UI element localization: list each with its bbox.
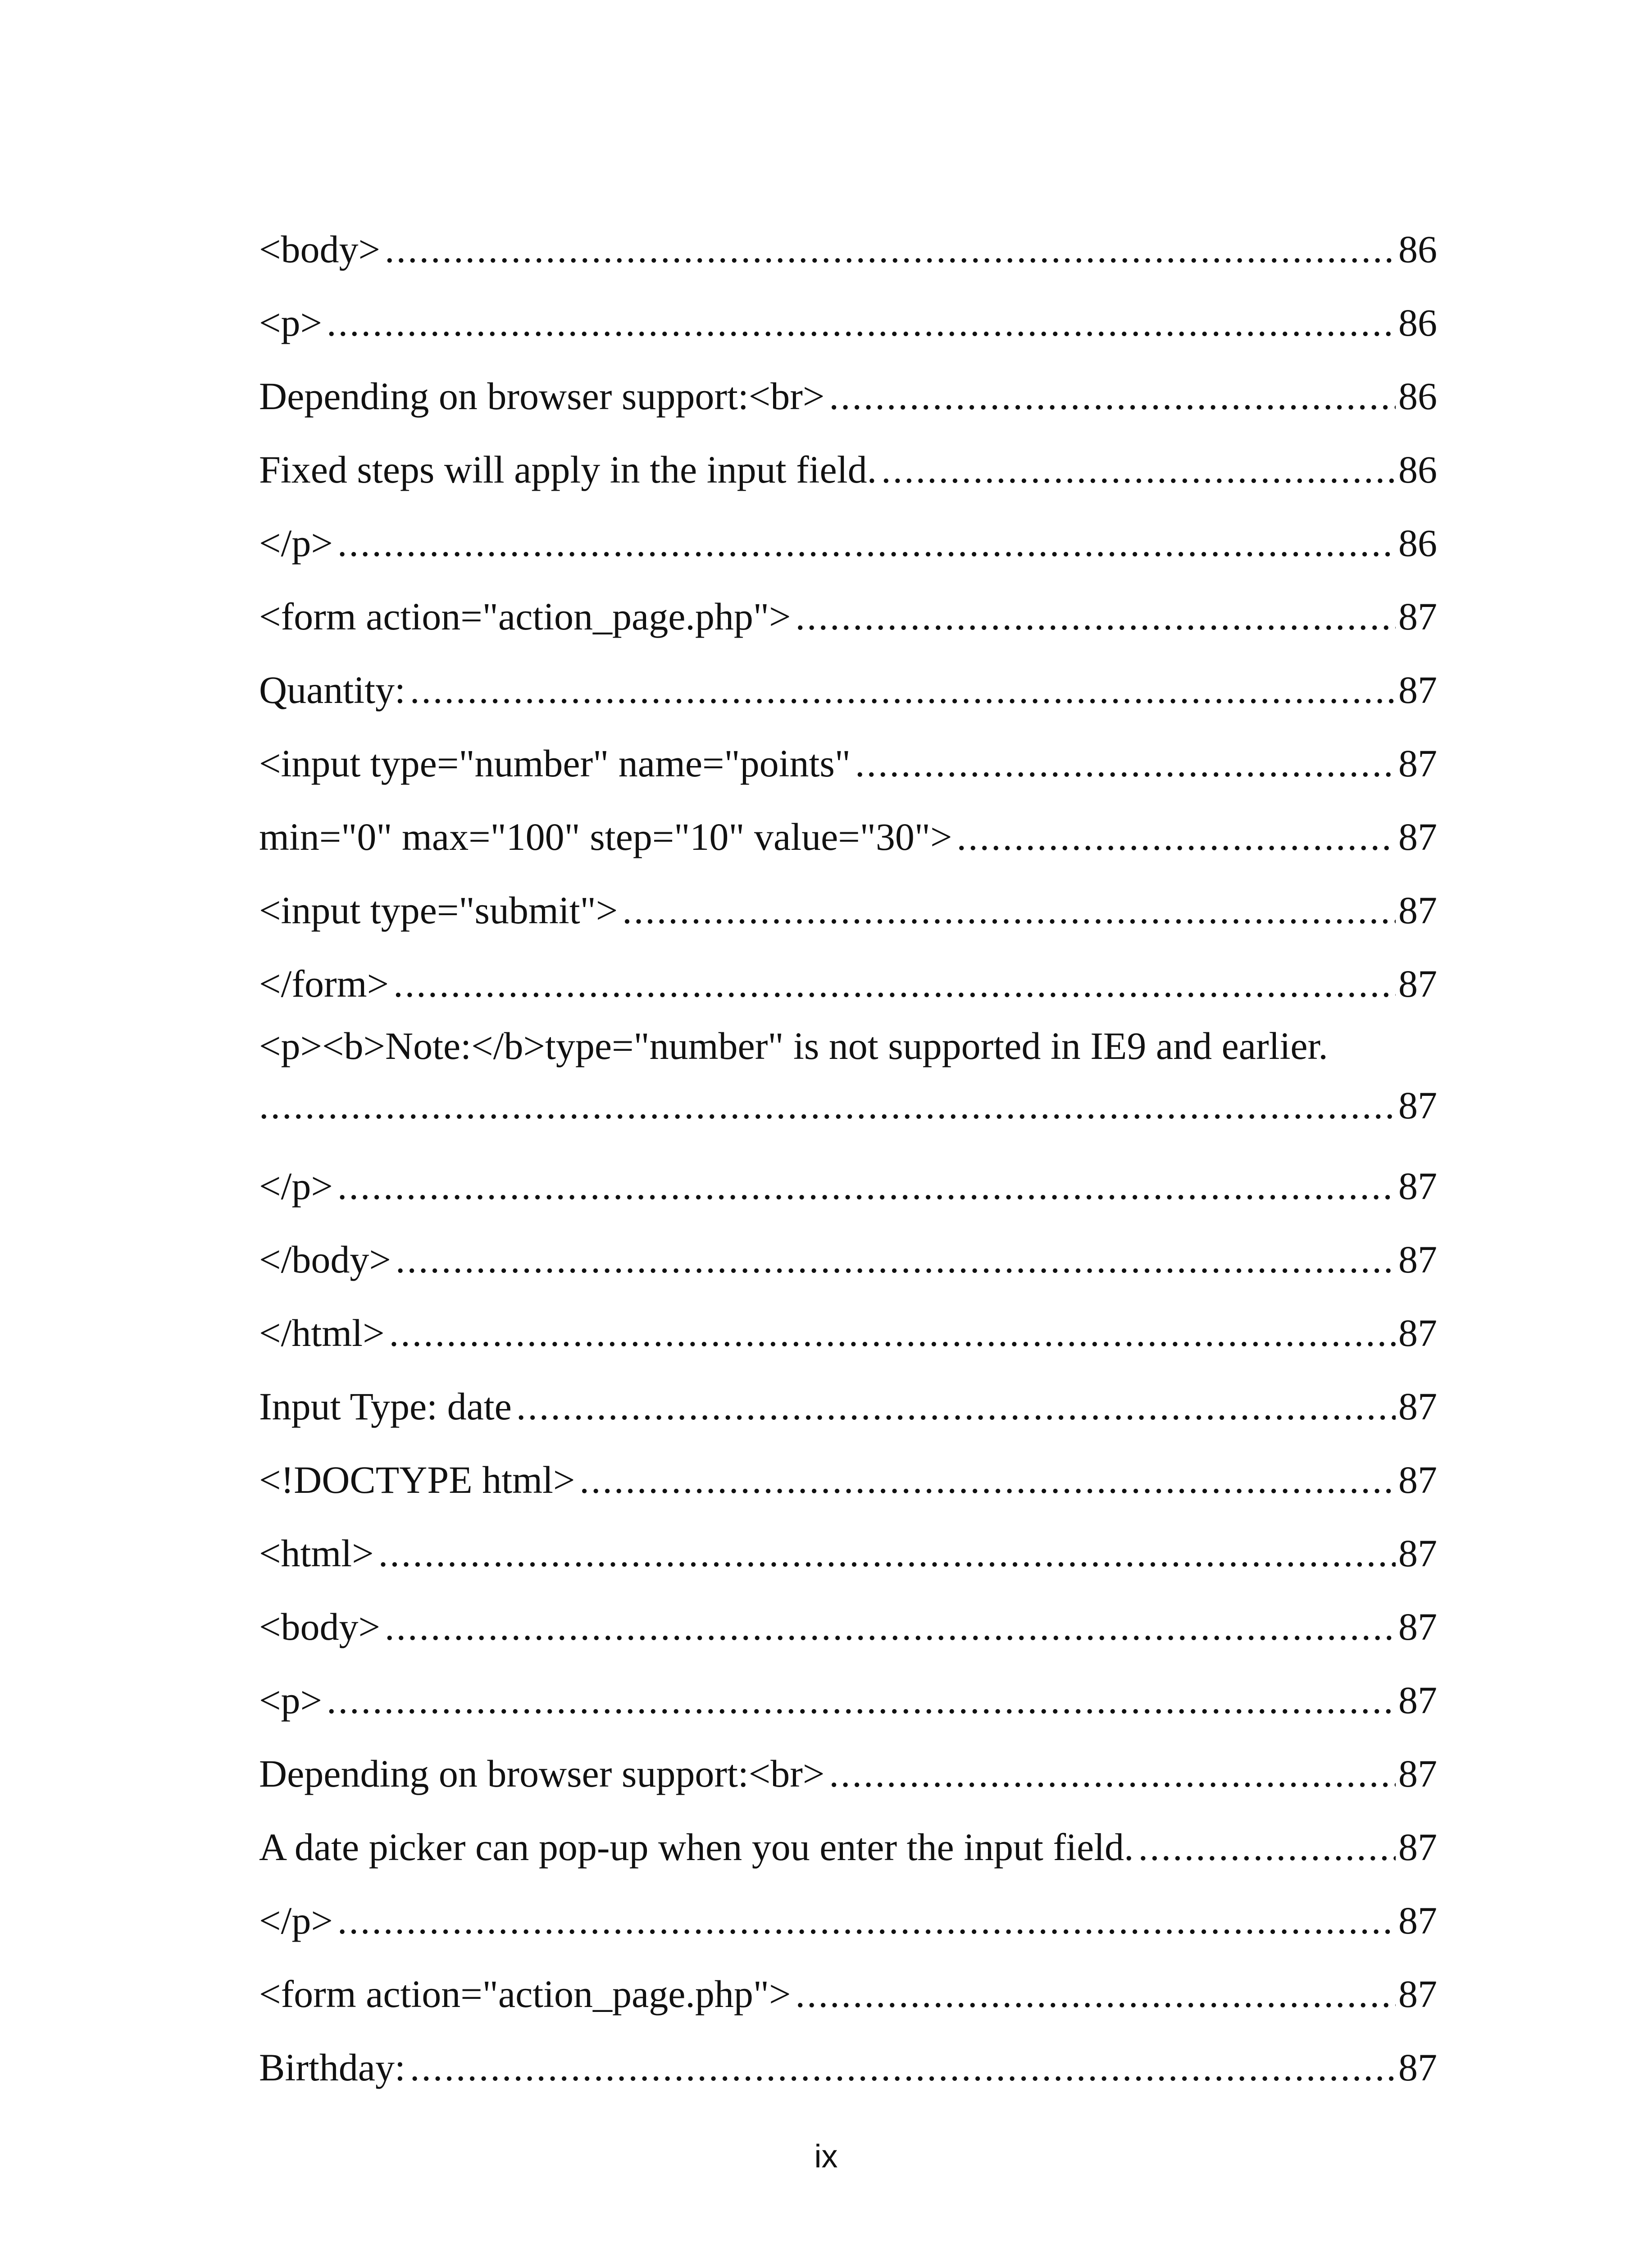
- toc-entry[interactable]: [259, 866, 1437, 940]
- toc-leader-dots: [327, 1681, 1396, 1719]
- toc-page-number: 87: [1398, 1678, 1437, 1722]
- toc-entry-text: </body>: [259, 1238, 391, 1281]
- toc-entry-text: <p>: [259, 301, 323, 344]
- toc-entry-text: min="0" max="100" step="10" value="30">: [259, 815, 952, 858]
- toc-leader-dots: [795, 597, 1396, 636]
- toc-entry-text: </p>: [259, 1899, 333, 1942]
- toc-entry[interactable]: [259, 646, 1437, 719]
- toc-leader-dots: [956, 817, 1396, 856]
- toc-leader-dots: [410, 670, 1396, 709]
- toc-page-number: 86: [1398, 521, 1437, 565]
- toc-leader-dots: [829, 377, 1396, 415]
- toc-page-number: 87: [1398, 1311, 1437, 1355]
- toc-leader-dots: [385, 1607, 1396, 1646]
- toc-leader-dots: [795, 1975, 1396, 2013]
- toc-entry[interactable]: [259, 1656, 1437, 1729]
- toc-entry-text: <p><b>Note:</b>type="number" is not supported in IE9 and earlier.: [259, 1024, 1328, 1067]
- toc-leader-dots: [516, 1387, 1396, 1426]
- toc-leader-dots: [881, 450, 1396, 489]
- toc-page-number: 87: [1398, 1899, 1437, 1942]
- toc-entry-text: <body>: [259, 1605, 381, 1648]
- toc-leader-dots: [337, 524, 1396, 562]
- toc-leader-dots: [389, 1313, 1396, 1352]
- toc-entry-text: <body>: [259, 228, 381, 271]
- toc-leader-dots: [259, 1086, 1396, 1125]
- toc-leader-dots: [829, 1754, 1396, 1793]
- toc-entry[interactable]: [259, 1509, 1437, 1583]
- toc-leader-dots: [622, 891, 1396, 930]
- toc-page-number: 86: [1398, 448, 1437, 491]
- toc-leader-dots: [855, 744, 1396, 783]
- toc-leader-dots: [1138, 1828, 1396, 1866]
- toc-entry[interactable]: [259, 425, 1437, 499]
- toc-entry[interactable]: [259, 352, 1437, 425]
- toc-leader-dots: [410, 2048, 1396, 2087]
- toc-leader-dots: [579, 1460, 1396, 1499]
- toc-entry[interactable]: [259, 719, 1437, 793]
- toc-page-number: 87: [1398, 668, 1437, 711]
- toc-page-number: 87: [1398, 815, 1437, 858]
- toc-leader-dots: [327, 303, 1396, 342]
- toc-entry[interactable]: [259, 1362, 1437, 1436]
- toc-entry[interactable]: [259, 1142, 1437, 1215]
- toc-entry-text: <p>: [259, 1678, 323, 1722]
- toc-entry[interactable]: [259, 572, 1437, 646]
- toc-entry-text: <input type="number" name="points": [259, 742, 851, 785]
- toc-entry-text: <form action="action_page.php">: [259, 1972, 791, 2016]
- toc-entry-text: Fixed steps will apply in the input field.: [259, 448, 877, 491]
- toc-page-number: 87: [1398, 2046, 1437, 2089]
- toc-entry-text: <input type="submit">: [259, 889, 618, 932]
- toc-entry[interactable]: [259, 1729, 1437, 1803]
- toc-entry[interactable]: [259, 1876, 1437, 1950]
- toc-page-number: 87: [1398, 1825, 1437, 1869]
- toc-page-number: 87: [1398, 595, 1437, 638]
- toc-entry[interactable]: [259, 1803, 1437, 1876]
- table-of-contents: [259, 205, 1437, 2097]
- toc-entry-text: <form action="action_page.php">: [259, 595, 791, 638]
- toc-entry-text: <html>: [259, 1532, 374, 1575]
- toc-page-number: 86: [1398, 301, 1437, 344]
- toc-page-number: 87: [1398, 742, 1437, 785]
- toc-entry[interactable]: [259, 205, 1437, 278]
- toc-page-number: 87: [1398, 1385, 1437, 1428]
- toc-entry[interactable]: [259, 278, 1437, 352]
- toc-page-number: 87: [1398, 1458, 1437, 1501]
- toc-leader-dots: [378, 1534, 1396, 1573]
- toc-entry-text: </form>: [259, 962, 389, 1005]
- toc-page-number: 87: [1398, 1972, 1437, 2016]
- toc-page-number: 87: [1398, 889, 1437, 932]
- toc-leader-dots: [396, 1240, 1396, 1279]
- toc-page-number: 87: [1398, 1605, 1437, 1648]
- toc-entry[interactable]: [259, 793, 1437, 866]
- toc-leader-dots: [393, 964, 1396, 1003]
- toc-page-number: 87: [1398, 1532, 1437, 1575]
- toc-entry[interactable]: [259, 2023, 1437, 2097]
- toc-page-number: 87: [1398, 1752, 1437, 1795]
- page-number-footer: ix: [814, 2139, 838, 2175]
- toc-entry[interactable]: [259, 1950, 1437, 2023]
- toc-entry-text: </p>: [259, 1164, 333, 1208]
- toc-entry-wrapped[interactable]: [259, 1013, 1437, 1142]
- toc-leader-dots: [337, 1901, 1396, 1940]
- toc-entry[interactable]: [259, 1583, 1437, 1656]
- toc-page-number: 86: [1398, 228, 1437, 271]
- toc-leader-dots: [337, 1167, 1396, 1205]
- toc-entry-text: </html>: [259, 1311, 385, 1355]
- toc-entry-text: Quantity:: [259, 668, 405, 711]
- toc-entry-text: Depending on browser support:<br>: [259, 374, 825, 418]
- toc-page-number: 87: [1398, 1164, 1437, 1208]
- toc-entry[interactable]: [259, 1436, 1437, 1509]
- toc-entry[interactable]: [259, 499, 1437, 572]
- toc-entry[interactable]: [259, 940, 1437, 1013]
- toc-entry-text: <!DOCTYPE html>: [259, 1458, 575, 1501]
- toc-leader-dots: [385, 230, 1396, 269]
- toc-entry[interactable]: [259, 1289, 1437, 1362]
- toc-page-number: 87: [1398, 962, 1437, 1005]
- toc-entry[interactable]: [259, 1215, 1437, 1289]
- toc-entry-text: </p>: [259, 521, 333, 565]
- toc-page-number: 87: [1398, 1084, 1437, 1127]
- toc-entry-text: A date picker can pop-up when you enter the input field.: [259, 1825, 1134, 1869]
- toc-leader-line: [259, 1086, 1437, 1125]
- toc-page-number: 86: [1398, 374, 1437, 418]
- toc-entry-text: Depending on browser support:<br>: [259, 1752, 825, 1795]
- toc-page-number: 87: [1398, 1238, 1437, 1281]
- toc-entry-text: Birthday:: [259, 2046, 405, 2089]
- toc-entry-text: Input Type: date: [259, 1385, 512, 1428]
